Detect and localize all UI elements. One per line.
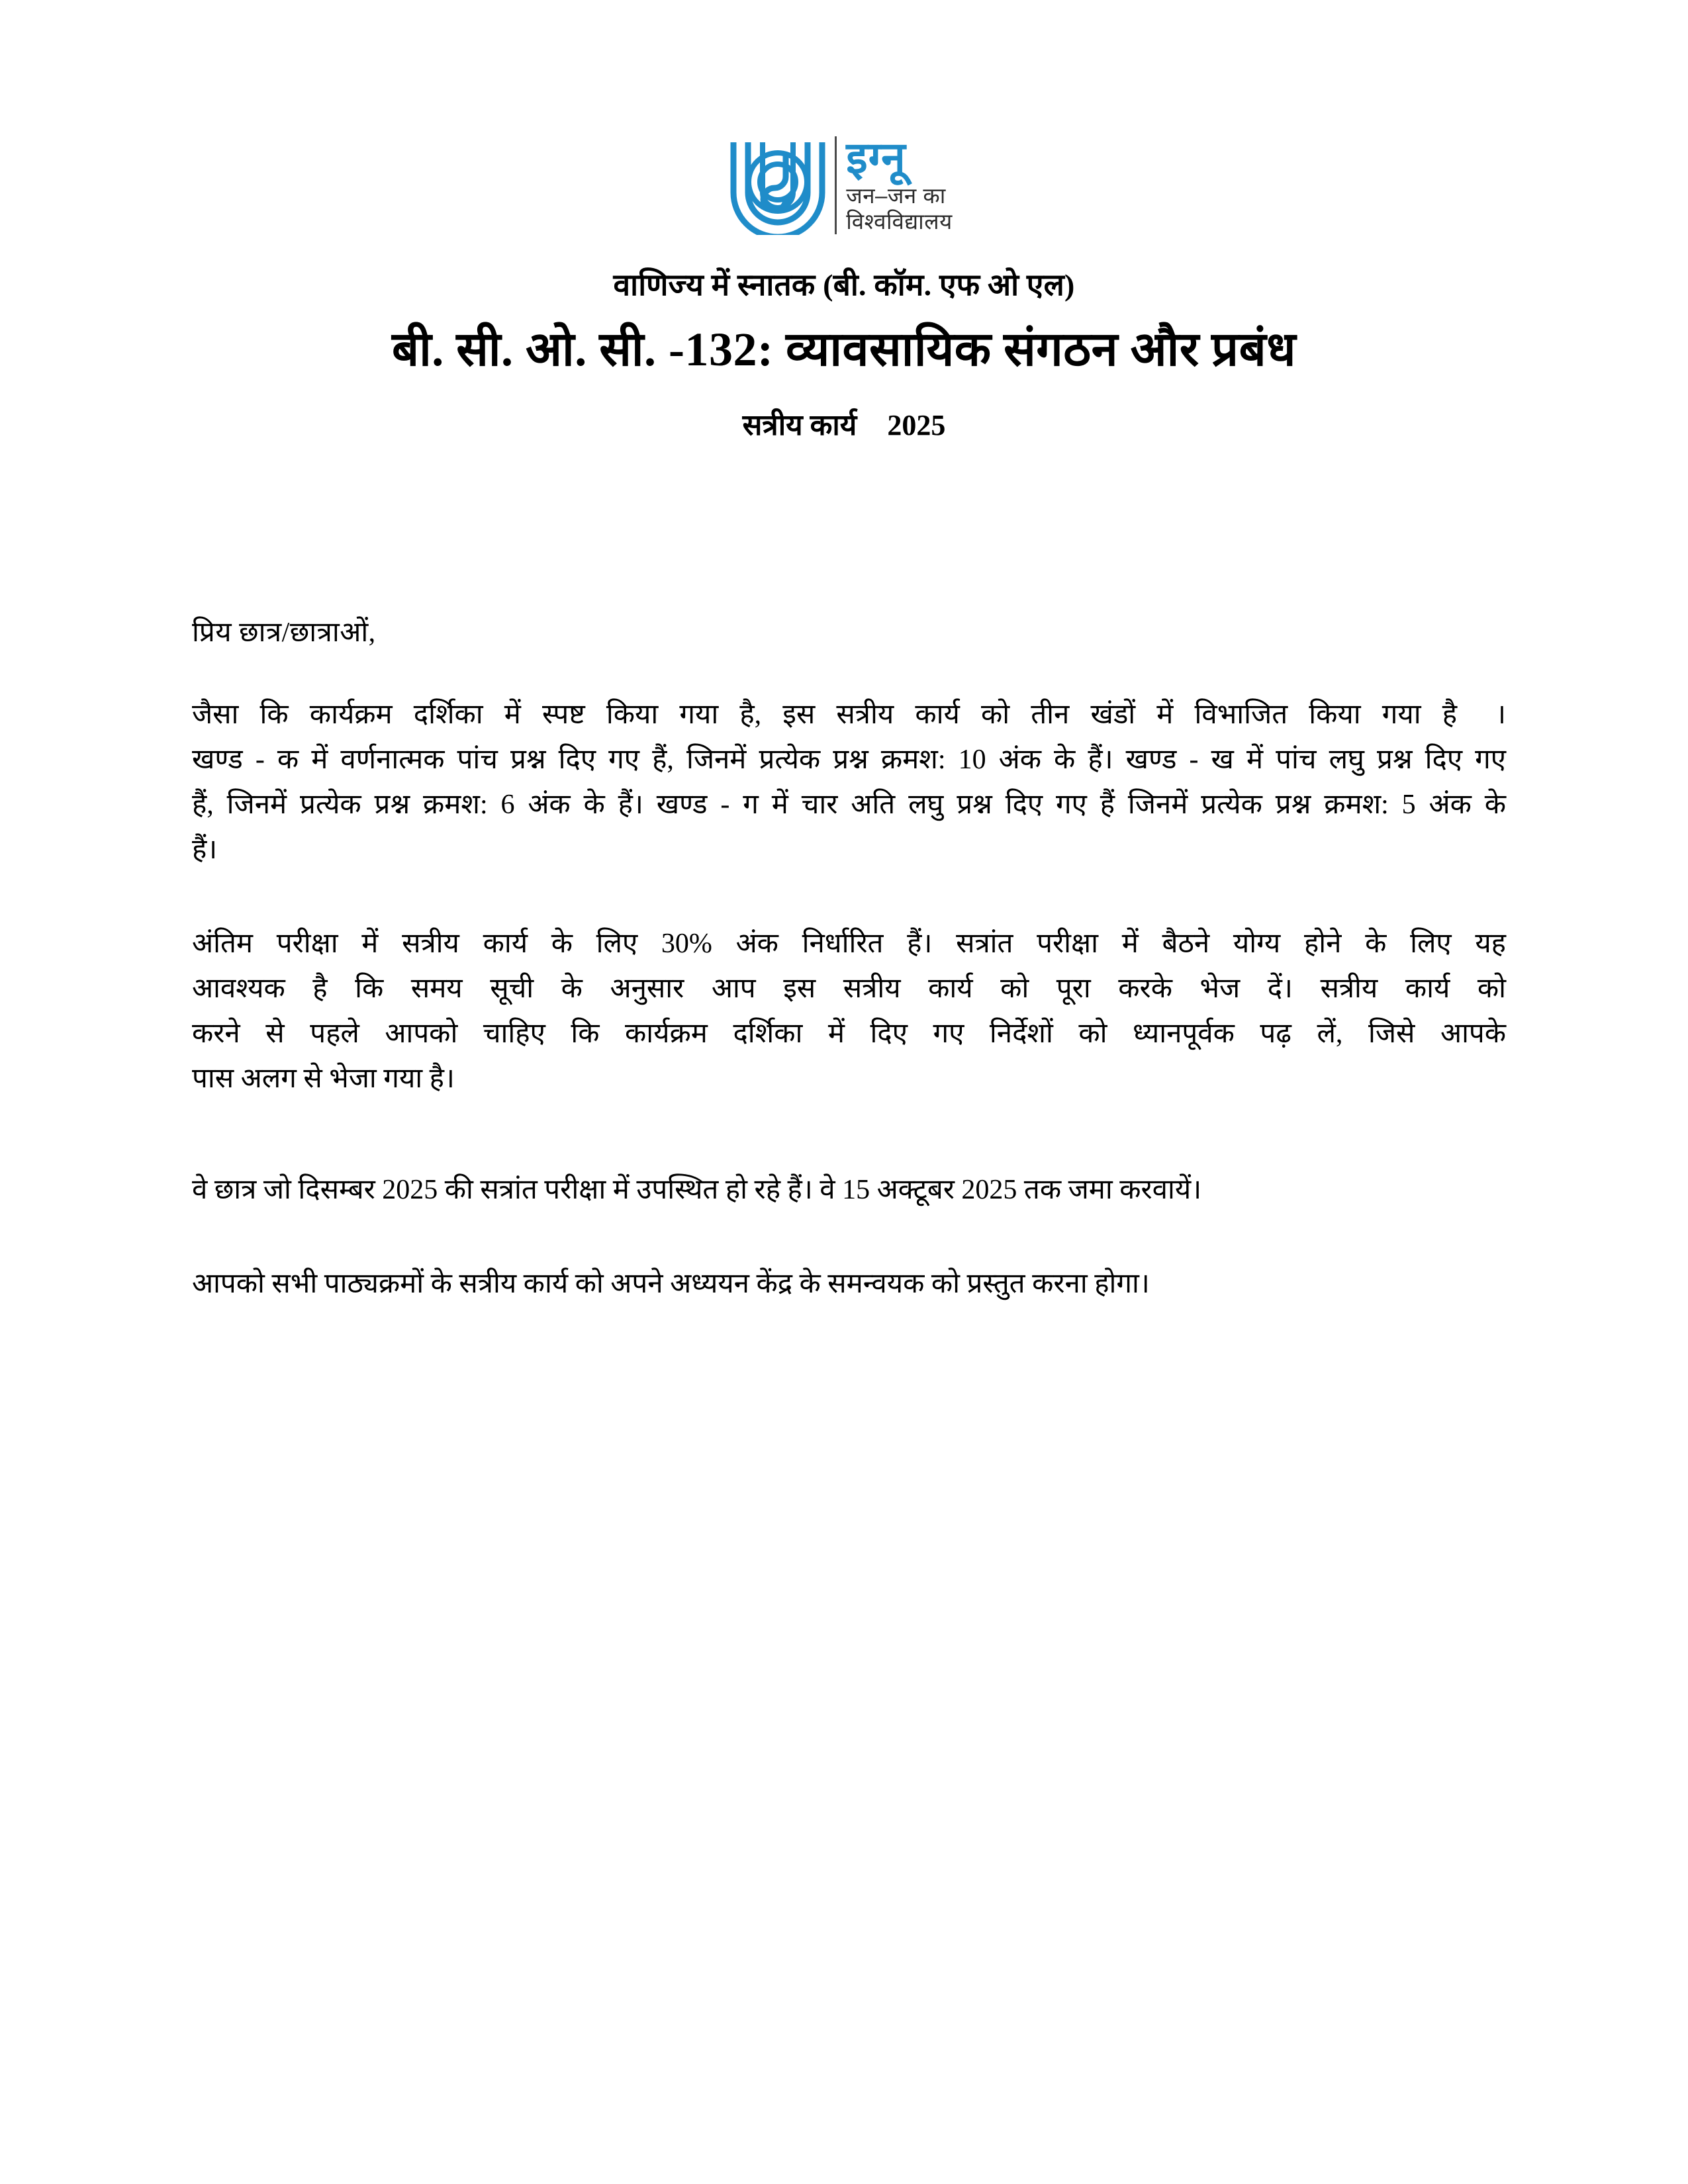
paragraph-line: हैं, जिनमें प्रत्येक प्रश्न क्रमश: 6 अंक के हैं। खण्ड - ग में चार अति लघु प्रश्न दिए गए हैं जिनमें प्रत्येक प्रश्न क्रमश: 5 अंक के bbox=[192, 790, 1506, 821]
logo-wordmark-group bbox=[846, 133, 953, 234]
logo-tagline-line2: विश्वविद्यालय bbox=[846, 208, 953, 234]
paragraph-marks-and-submission bbox=[192, 921, 1506, 1101]
ignou-logo bbox=[0, 133, 1688, 235]
assignment-year: 2025 bbox=[887, 409, 946, 441]
paragraph-spacer bbox=[192, 1243, 1506, 1261]
paragraph-structure bbox=[192, 692, 1506, 872]
logo-inner bbox=[725, 133, 953, 235]
paragraph-line: पास अलग से भेजा गया है। bbox=[192, 1064, 455, 1095]
logo-divider bbox=[835, 136, 837, 234]
paragraph-submission-instruction bbox=[192, 1261, 1506, 1306]
paragraph-line-tail: । bbox=[1495, 700, 1506, 730]
salutation: प्रिय छात्र/छात्राओं, bbox=[192, 617, 376, 648]
paragraph-line: आपको सभी पाठ्यक्रमों के सत्रीय कार्य को अपने अध्ययन केंद्र के समन्वयक को प्रस्तुत करना होगा। bbox=[192, 1269, 1150, 1300]
page-title: बी. सी. ओ. सी. -132: व्यावसायिक संगठन और प्रबंध bbox=[391, 323, 1297, 376]
paragraph-line bbox=[192, 692, 1506, 737]
paragraph-spacer bbox=[192, 1132, 1506, 1167]
paragraph-line: खण्ड - क में वर्णनात्मक पांच प्रश्न दिए गए हैं, जिनमें प्रत्येक प्रश्न क्रमश: 10 अंक के हैं। खण्ड - ख में पांच लघु प्रश्न दिए गए bbox=[192, 745, 1506, 776]
paragraph-line: वे छात्र जो दिसम्बर 2025 की सत्रांत परीक्षा में उपस्थित हो रहे हैं। वे 15 अक्टूबर 2025 तक जमा करवायें। bbox=[192, 1175, 1202, 1206]
ignou-emblem-icon bbox=[725, 136, 831, 235]
logo-wordmark: इग्नू bbox=[846, 133, 906, 183]
paragraph-line-text: जैसा कि कार्यक्रम दर्शिका में स्पष्ट किया गया है, इस सत्रीय कार्य को तीन खंडों में विभाजित किया गया है bbox=[192, 700, 1458, 730]
paragraph-line: अंतिम परीक्षा में सत्रीय कार्य के लिए 30% अंक निर्धारित हैं। सत्रांत परीक्षा में बैठने योग्य होने के लिए यह bbox=[192, 929, 1506, 960]
paragraph-line: आवश्यक है कि समय सूची के अनुसार आप इस सत्रीय कार्य को पूरा करके भेज दें। सत्रीय कार्य को bbox=[192, 974, 1506, 1005]
programme-name: वाणिज्य में स्नातक (बी. कॉम. एफ ओ एल) bbox=[613, 268, 1075, 302]
paragraph-line: हैं। bbox=[192, 835, 218, 866]
document-body bbox=[192, 612, 1506, 1337]
logo-tagline-line1: जन–जन का bbox=[846, 183, 946, 208]
paragraph-deadline bbox=[192, 1167, 1506, 1212]
assignment-subtitle bbox=[0, 404, 1688, 443]
assignment-label: सत्रीय कार्य bbox=[742, 409, 857, 441]
paragraph-line: करने से पहले आपको चाहिए कि कार्यक्रम दर्शिका में दिए गए निर्देशों को ध्यानपूर्वक पढ़ लें, जिसे आपके bbox=[192, 1019, 1506, 1050]
paragraph-spacer bbox=[192, 903, 1506, 921]
